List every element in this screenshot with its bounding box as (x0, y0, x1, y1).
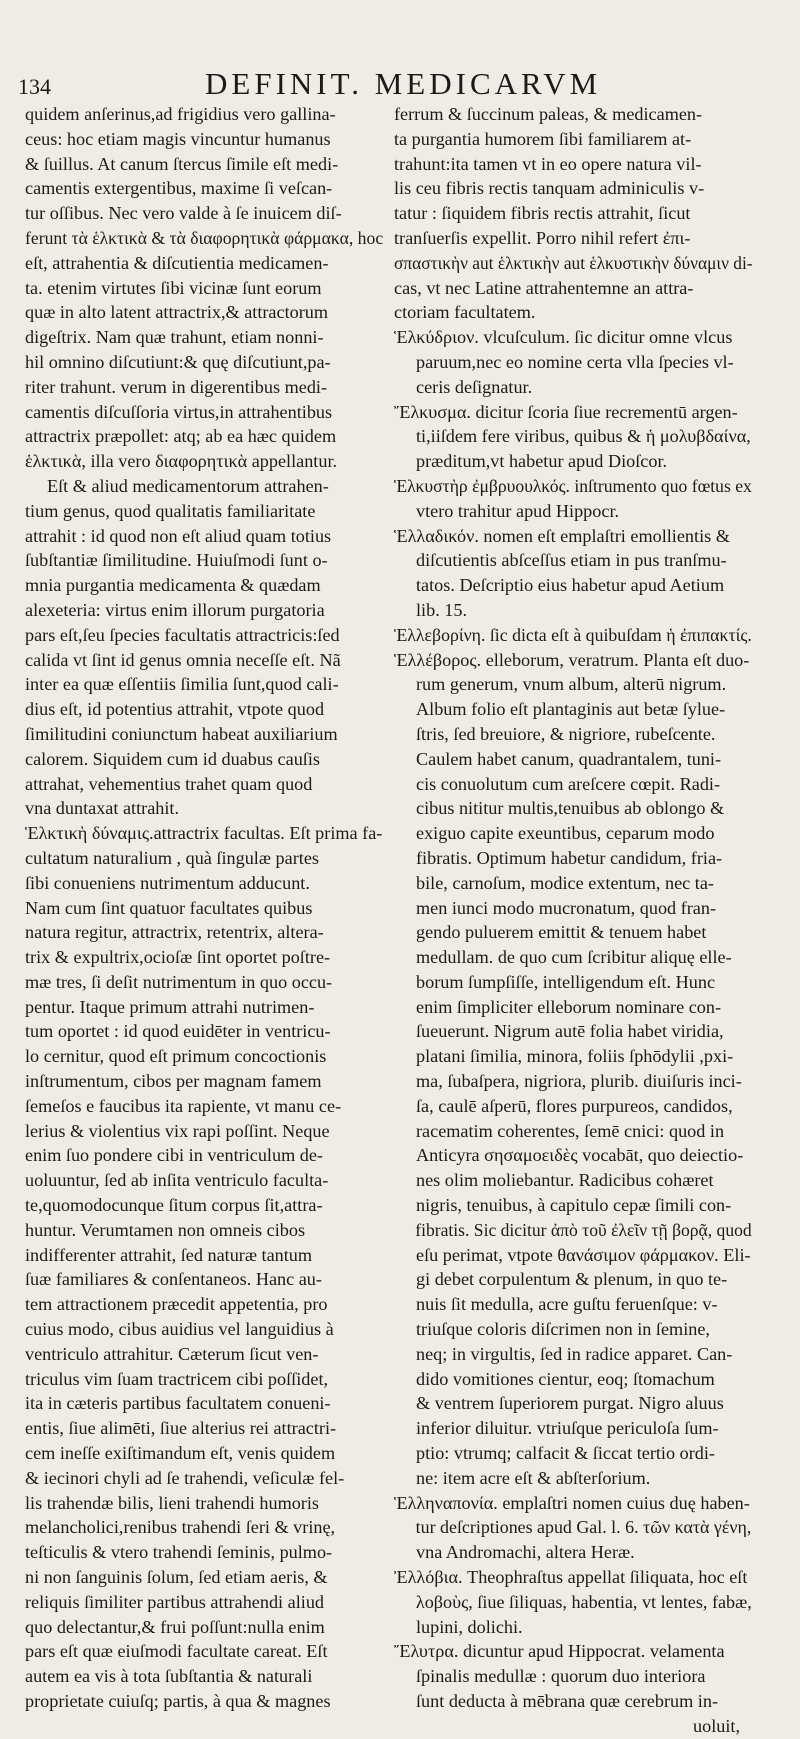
text-line: lis trahendæ bilis, lieni trahendi humoris (25, 1492, 319, 1513)
text-line: attrahit : id quod non eſt aliud quam totius (25, 525, 332, 546)
text-line: ſubſtantiæ ſimilitudine. Huiuſmodi ſunt o- (25, 550, 328, 571)
text-line: calida vt ſint id genus omnia neceſſe eſt. Nã (25, 649, 341, 670)
text-line: Ἐλλόβια. Theophraſtus appellat ſiliquata, hoc eſt (394, 1567, 748, 1588)
text-line: lo cernitur, quod eſt primum concoctionis (25, 1046, 327, 1067)
text-line: rum generum, vnum album, alterū nigrum. (416, 674, 727, 695)
text-line: uoluuntur, ſed ab inſita ventriculo faculta- (25, 1170, 329, 1191)
text-line: men iunci modo mucronatum, quod fran- (416, 897, 717, 918)
text-line: enim ſimpliciter elleborum nominare con- (416, 996, 722, 1017)
text-line: tium genus, quod qualitatis familiaritate (25, 500, 316, 521)
text-line: pars eſt quæ eiuſmodi facultate careat. Eſt (25, 1641, 328, 1662)
right-text-column (394, 102, 752, 1739)
text-line: Ἑλλεβορίνη. ſic dicta eſt à quibuſdam ἡ ἐπιπακτίς. (394, 624, 752, 645)
text-line: Eſt & aliud medicamentorum attrahen- (47, 475, 329, 496)
text-line: & ventrem ſuperiorem purgat. Nigro aluus (416, 1393, 724, 1414)
text-line: ta purgantia humorem ſibi familiarem at- (394, 128, 692, 149)
text-line: vtero trahitur apud Hippocr. (416, 500, 620, 521)
text-line: natura regitur, attractrix, retentrix, altera- (25, 922, 324, 943)
page-number: 134 (18, 74, 51, 99)
text-line: eſt, attrahentia & diſcutientia medicamen- (25, 252, 329, 273)
text-line: cultatum naturalium , quà ſingulæ partes (25, 847, 319, 868)
text-line: ſa, caulē aſperū, flores purpureos, candidos, (416, 1095, 733, 1116)
text-line: ni non ſanguinis ſolum, ſed etiam aeris, & (25, 1567, 328, 1588)
text-line: attractrix præpollet: atq; ab ea hæc quidem (25, 426, 337, 447)
text-line: fibratis. Optimum habetur candidum, fria- (416, 847, 723, 868)
text-line: ferunt τὰ ἑλκτικὰ & τὰ διαφορητικὰ φάρμακα, hoc (25, 227, 384, 248)
text-line: Ἑλκύδριον. vlcuſculum. ſic dicitur omne vlcus (394, 327, 733, 348)
text-line: dido vomitiones cientur, eoq; ſtomachum (416, 1368, 715, 1389)
text-line: gi debet corpulentum & plenum, in quo te- (416, 1269, 728, 1290)
text-line: vna duntaxat attrahit. (25, 798, 180, 819)
text-line: gendo puluerem emittit & tenuem habet (416, 922, 707, 943)
text-line: fibratis. Sic dicitur ἀπὸ τοῦ ἐλεῖν τῇ βορᾷ, quod (415, 1219, 752, 1240)
text-line: trahunt:ita tamen vt in eo opere natura vil- (394, 153, 702, 174)
text-line: reliquis ſimiliter partibus attrahendi aliud (25, 1591, 325, 1612)
text-line: ptio: vtrumq; calfacit & ſiccat tertio ordi- (416, 1443, 715, 1464)
text-line: bile, carnoſum, modice extentum, nec ta- (416, 872, 714, 893)
text-line: quæ in alto latent attractrix,& attractorum (25, 302, 329, 323)
text-line: Ἑλκυστὴρ ἐμβρυουλκός. inſtrumento quo fœtus ex (394, 475, 752, 496)
text-line: calorem. Siquidem cum id duabus cauſis (25, 748, 320, 769)
text-line: te,quomodocunque ſitum corpus ſit,attra- (25, 1195, 323, 1216)
text-line: digeſtrix. Nam quæ trahunt, etiam nonni- (25, 327, 324, 348)
text-line: Ἑλλέβορος. elleborum, veratrum. Planta eſt duo- (394, 649, 750, 670)
text-line: inſtrumentum, cibos per magnam famem (25, 1071, 322, 1092)
text-line: racematim coherentes, ſemē cnici: quod in (416, 1120, 725, 1141)
text-line: lib. 15. (416, 599, 468, 620)
text-line: melancholici,renibus trahendi ſeri & vrinę, (25, 1517, 336, 1538)
text-line: attrahat, vehementius trahet quam quod (25, 773, 313, 794)
text-line: ſibi conueniens nutrimentum adducunt. (25, 872, 310, 893)
text-line: & ſuillus. At canum ſtercus ſimile eſt medi- (25, 153, 339, 174)
text-line: ſimilitudini coniunctum habeat auxiliarium (25, 723, 338, 744)
text-line: neq; in virgultis, ſed in radice apparet. Can- (416, 1343, 733, 1364)
text-line: dius eſt, id potentius attrahit, vtpote quod (25, 699, 325, 720)
text-line: ne: item acre eſt & abſterſorium. (416, 1467, 651, 1488)
text-line: ſpinalis medullæ : quorum duo interiora (416, 1666, 706, 1687)
text-line: cas, vt nec Latine attrahentemne an attra- (394, 277, 694, 298)
text-line: quo delectantur,& frui poſſunt:nulla enim (25, 1616, 325, 1637)
text-line: inferior diluitur. vtriuſque periculoſa ſum- (416, 1418, 719, 1439)
text-line: nes olim moliebantur. Radicibus cohæret (416, 1170, 714, 1191)
text-line: diſcutientis abſceſſus etiam in pus tranſmu- (416, 550, 727, 571)
text-line: tatos. Deſcriptio eius habetur apud Aetium (416, 575, 725, 596)
text-line: Album folio eſt plantaginis aut betæ ſylue- (416, 699, 726, 720)
text-line: λοβοὺς, ſiue ſiliquas, habentia, vt lentes, fabæ, (415, 1591, 752, 1612)
text-line: camentis extergentibus, maxime ſi veſcan- (25, 178, 333, 199)
text-line: exiguo capite exeuntibus, ceparum modo (416, 823, 715, 844)
text-line: lupini, dolichi. (416, 1616, 523, 1637)
text-line: mnia purgantia medicamenta & quædam (25, 575, 321, 596)
text-line: eſu perimat, vtpote θανάσιμον φάρμακον. Eli- (416, 1244, 751, 1265)
text-line: Ἔλκυσμα. dicitur ſcoria ſiue recrementū argen- (394, 401, 738, 422)
text-line: entis, ſiue alimēti, ſiue alterius rei attractri- (25, 1418, 337, 1439)
text-line: tatur : ſiquidem fibris rectis attrahit, ſicut (394, 203, 691, 224)
text-line: nuis ſit medulla, acre guſtu feruenſque: v- (416, 1294, 718, 1315)
text-line: cis conuolutum cum areſcere cœpit. Radi- (416, 773, 721, 794)
text-line: lis ceu fibris rectis tanquam adminiculis v- (394, 178, 705, 199)
text-line: uoluit, (693, 1715, 740, 1736)
text-line: medullam. de quo cum ſcribitur aliquę elle- (416, 947, 732, 968)
text-line: ceus: hoc etiam magis vincuntur humanus (25, 128, 331, 149)
text-line: Ἑλκτικὴ δύναμις.attractrix facultas. Eſt prima fa- (25, 823, 383, 844)
text-line: Ἑλλαδικόν. nomen eſt emplaſtri emollientis & (394, 525, 730, 546)
text-line: ſtris, ſed breuiore, & nigriore, rubeſcente. (416, 723, 716, 744)
text-line: ventriculo attrahitur. Cæterum ſicut ven- (25, 1343, 319, 1364)
text-line: triculus vim ſuam tractricem cibi poſſidet, (25, 1368, 329, 1389)
text-line: Ἔλυτρα. dicuntur apud Hippocrat. velamenta (394, 1641, 725, 1662)
text-line: proprietate cuiuſq; partis, à qua & magnes (25, 1691, 331, 1711)
text-line: hil omnino diſcutiunt:& quę diſcutiunt,pa- (25, 351, 331, 372)
text-line: nigris, tenuibus, à capitulo cepæ ſimili con- (416, 1195, 732, 1216)
text-line: teſticulis & vtero trahendi ſeminis, pulmo- (25, 1542, 333, 1563)
text-line: ma, ſubaſpera, nigriora, plurib. diuiſuris inci- (416, 1071, 742, 1092)
text-line: lerius & violentius vix rapi poſſint. Neque (25, 1120, 330, 1141)
text-line: riter trahunt. verum in digerentibus medi- (25, 376, 328, 397)
text-line: ti,iiſdem fere viribus, quibus & ἡ μολυβδαίνα, (416, 426, 751, 447)
text-line: cem ineſſe exiſtimandum eſt, venis quidem (25, 1443, 336, 1464)
text-line: ſemeſos e faucibus ita rapiente, vt manu ce- (25, 1095, 342, 1116)
text-line: indifferenter attrahit, ſed naturæ tantum (25, 1244, 313, 1265)
text-line: ferrum & ſuccinum paleas, & medicamen- (394, 104, 703, 124)
text-line: tur deſcriptiones apud Gal. l. 6. τῶν κατὰ γένη, (415, 1517, 752, 1538)
text-line: ita in cæteris partibus facultatem conueni- (25, 1393, 331, 1414)
text-line: ſueuerunt. Nigrum autē folia habet viridia, (416, 1021, 724, 1042)
text-line: cibus nititur multis,tenuibus ab oblongo & (416, 798, 725, 819)
text-line: ceris deſignatur. (416, 376, 533, 397)
text-line: paruum,nec eo nomine certa vlla ſpecies vl- (416, 351, 734, 372)
text-line: camentis diſcuſſoria virtus,in attrahentibus (25, 401, 333, 422)
text-line: pars eſt,ſeu ſpecies facultatis attractricis:ſed (25, 624, 340, 645)
text-line: tranſuerſis expellit. Porro nihil refert ἐπι- (394, 227, 691, 248)
text-line: Anticyra σησαμοειδὲς vocabāt, quo deiectio- (416, 1145, 744, 1166)
text-line: alexeteria: virtus enim illorum purgatoria (25, 599, 325, 620)
text-line: & iecinori chyli ad ſe trahendi, veſiculæ fel- (25, 1467, 345, 1488)
text-line: inter ea quæ eſſentiis ſimilia ſunt,quod cali- (25, 674, 339, 695)
text-line: huntur. Verumtamen non omneis cibos (25, 1219, 306, 1240)
text-line: σπαστικὴν aut ἑλκτικὴν aut ἑλκυστικὴν δύναμιν di- (394, 252, 753, 273)
text-line: platani ſimilia, minora, foliis ſphōdylii ,pxi- (416, 1046, 734, 1067)
text-line: trix & expultrix,ocioſæ ſint oportet poſtre- (25, 947, 331, 968)
text-line: præditum,vt habetur apud Dioſcor. (416, 451, 668, 472)
text-line: cuius modo, cibus auidius vel languidius à (25, 1319, 334, 1340)
text-line: pentur. Itaque primum attrahi nutrimen- (25, 996, 315, 1017)
text-line: borum ſumpſiſſe, intelligendum eſt. Hunc (416, 971, 716, 992)
text-line: ſuæ familiares & conſentaneos. Hanc au- (25, 1269, 322, 1290)
text-line: ἑλκτικὰ, illa vero διαφορητικὰ appellantur. (25, 451, 338, 472)
text-line: ctoriam facultatem. (394, 302, 536, 323)
text-line: tum oportet : id quod euidēter in ventricu- (25, 1021, 331, 1042)
text-line: tem attractionem præcedit appetentia, pro (25, 1294, 328, 1315)
text-line: vna Andromachi, altera Heræ. (416, 1542, 635, 1563)
running-title: DEFINIT. MEDICARVM (205, 66, 602, 101)
text-line: mæ tres, ſi deſit nutrimentum in quo occu- (25, 971, 333, 992)
text-line: Ἑλληναπονία. emplaſtri nomen cuius duę haben- (394, 1492, 750, 1513)
text-line: ta. etenim virtutes ſibi vicinæ ſunt eorum (25, 277, 322, 298)
left-text-column (25, 102, 383, 1714)
text-line: Caulem habet canum, quadrantalem, tuni- (416, 748, 722, 769)
text-line: Nam cum ſint quatuor facultates quibus (25, 897, 313, 918)
text-line: ſunt deducta à mēbrana quæ cerebrum in- (416, 1691, 718, 1711)
text-line: tur oſſibus. Nec vero valde à ſe inuicem diſ- (25, 203, 342, 224)
text-line: triuſque coloris diſcrimen non in ſemine, (416, 1319, 710, 1340)
text-line: enim ſuo pondere cibi in ventriculum de- (25, 1145, 323, 1166)
text-line: quidem anſerinus,ad frigidius vero gallina- (25, 104, 336, 124)
text-line: autem ea vis à tota ſubſtantia & naturali (25, 1666, 313, 1687)
